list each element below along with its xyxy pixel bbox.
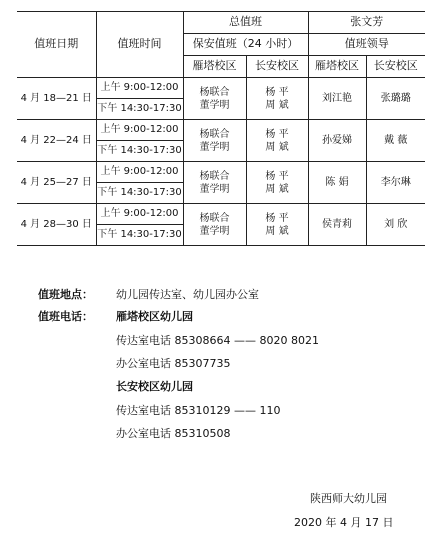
changan-office-phone: 办公室电话 85310508 xyxy=(116,427,231,440)
table-row xyxy=(17,78,425,99)
yanta-leader: 孙爱娣 xyxy=(308,120,366,162)
row-time-pm: 下午 14:30-17:30 xyxy=(96,183,183,204)
table-row xyxy=(17,120,425,141)
changan-leader: 刘 欣 xyxy=(366,204,425,246)
header-campus-changan: 长安校区 xyxy=(246,56,308,78)
row-time-am: 上午 9:00-12:00 xyxy=(96,120,183,141)
changan-guards: 杨 平 周 斌 xyxy=(246,162,308,204)
location-value: 幼儿园传达室、幼儿园办公室 xyxy=(116,288,259,301)
yanta-guards: 杨联合 董学明 xyxy=(183,78,246,120)
yanta-kindergarten-title: 雁塔校区幼儿园 xyxy=(116,310,193,323)
row-time-pm: 下午 14:30-17:30 xyxy=(96,225,183,246)
row-time-am: 上午 9:00-12:00 xyxy=(96,162,183,183)
changan-leader: 李尔琳 xyxy=(366,162,425,204)
changan-gatehouse-phone: 传达室电话 85310129 —— 110 xyxy=(116,404,281,417)
header-leader-campus-yanta: 雁塔校区 xyxy=(308,56,366,78)
row-time-am: 上午 9:00-12:00 xyxy=(96,204,183,225)
yanta-guards: 杨联合 董学明 xyxy=(183,204,246,246)
row-date: 4 月 22—24 日 xyxy=(17,120,96,162)
footer-date: 2020 年 4 月 17 日 xyxy=(294,516,394,529)
row-time-pm: 下午 14:30-17:30 xyxy=(96,99,183,120)
changan-kindergarten-title: 长安校区幼儿园 xyxy=(116,380,193,393)
yanta-leader: 刘江艳 xyxy=(308,78,366,120)
changan-guards: 杨 平 周 斌 xyxy=(246,120,308,162)
changan-guards: 杨 平 周 斌 xyxy=(246,204,308,246)
header-duty-leader: 值班领导 xyxy=(308,34,425,56)
row-time-pm: 下午 14:30-17:30 xyxy=(96,141,183,162)
yanta-gatehouse-phone: 传达室电话 85308664 —— 8020 8021 xyxy=(116,334,319,347)
phone-label: 值班电话： xyxy=(38,310,93,323)
row-time-am: 上午 9:00-12:00 xyxy=(96,78,183,99)
header-security-duty: 保安值班（24 小时） xyxy=(183,34,308,56)
header-general-duty-leader: 张文芳 xyxy=(308,12,425,34)
table-row xyxy=(17,162,425,183)
changan-guards: 杨 平 周 斌 xyxy=(246,78,308,120)
row-date: 4 月 25—27 日 xyxy=(17,162,96,204)
row-date: 4 月 18—21 日 xyxy=(17,78,96,120)
header-duty-date: 值班日期 xyxy=(17,12,96,78)
header-general-duty: 总值班 xyxy=(183,12,308,34)
footer-organization: 陕西师大幼儿园 xyxy=(310,492,387,505)
yanta-office-phone: 办公室电话 85307735 xyxy=(116,357,231,370)
table-row xyxy=(17,204,425,225)
header-leader-campus-changan: 长安校区 xyxy=(366,56,425,78)
changan-leader: 戴 薇 xyxy=(366,120,425,162)
changan-leader: 张璐璐 xyxy=(366,78,425,120)
header-duty-time: 值班时间 xyxy=(96,12,183,78)
yanta-guards: 杨联合 董学明 xyxy=(183,120,246,162)
header-campus-yanta: 雁塔校区 xyxy=(183,56,246,78)
yanta-leader: 陈 娟 xyxy=(308,162,366,204)
yanta-guards: 杨联合 董学明 xyxy=(183,162,246,204)
yanta-leader: 侯青莉 xyxy=(308,204,366,246)
duty-schedule-table xyxy=(17,11,425,246)
row-date: 4 月 28—30 日 xyxy=(17,204,96,246)
location-label: 值班地点： xyxy=(38,288,93,301)
